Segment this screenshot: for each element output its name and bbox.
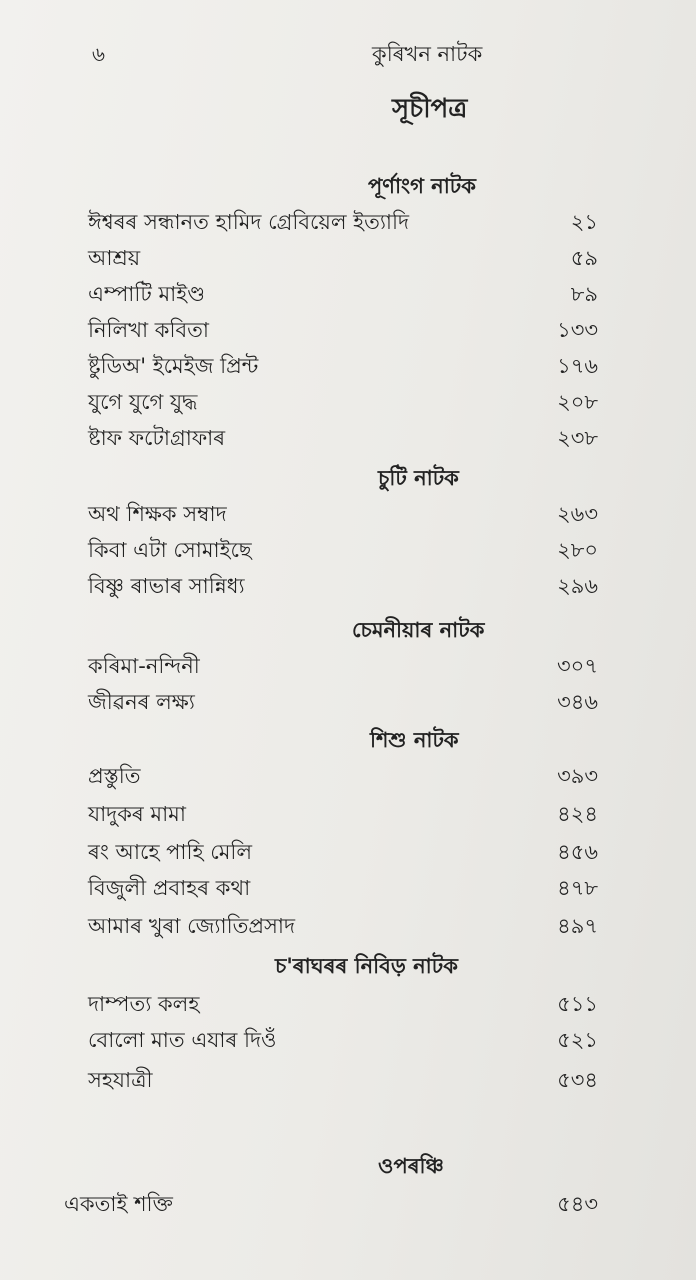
- section-heading: পূৰ্ণাংগ নাটক: [368, 174, 476, 198]
- toc-entry: [88, 910, 598, 944]
- header-book-title: কুৰিখন নাটক: [372, 42, 483, 66]
- header-page-number: ৬: [92, 42, 106, 66]
- toc-entry: [88, 206, 598, 240]
- entry-title: ষ্টাফ ফটোগ্ৰাফাৰ: [88, 426, 226, 450]
- entry-title: কিবা এটা সোমাইছে: [88, 538, 252, 562]
- entry-page: ২৯৬: [557, 574, 598, 598]
- toc-entry: [88, 350, 598, 384]
- toc-entry: [88, 1064, 598, 1098]
- toc-entry: [88, 422, 598, 456]
- entry-title: ৰং আহে পাহি মেলি: [88, 840, 253, 864]
- entry-title: নিলিখা কবিতা: [88, 318, 209, 342]
- toc-entry: [88, 686, 598, 720]
- toc-entry: [88, 836, 598, 870]
- entry-page: ৫৯: [570, 246, 598, 270]
- toc-entry: [88, 988, 598, 1022]
- entry-title: একতাই শক্তি: [64, 1192, 173, 1216]
- entry-title: বিজুলী প্ৰবাহৰ কথা: [88, 876, 251, 900]
- entry-title: আমাৰ খুৰা জ্যোতিপ্ৰসাদ: [88, 914, 296, 938]
- section-heading: শিশু নাটক: [370, 728, 459, 752]
- entry-title: কৰিমা-নন্দিনী: [88, 654, 200, 678]
- entry-title: দাম্পত্য কলহ: [88, 992, 200, 1016]
- toc-entry: [88, 498, 598, 532]
- entry-title: প্ৰস্তুতি: [88, 764, 141, 788]
- toc-entry: [88, 314, 598, 348]
- entry-page: ৩৪৬: [557, 690, 598, 714]
- entry-page: ৫৪৩: [557, 1192, 598, 1216]
- entry-title: ঈশ্বৰৰ সন্ধানত হামিদ গ্ৰেবিয়েল ইত্যাদি: [88, 210, 410, 234]
- toc-entry: [88, 798, 598, 832]
- toc-entry: [88, 278, 598, 312]
- toc-entry: [88, 872, 598, 906]
- toc-entry: [88, 760, 598, 794]
- entry-page: ৮৯: [570, 282, 598, 306]
- entry-page: ২৬৩: [557, 502, 598, 526]
- entry-page: ৫৩৪: [557, 1068, 598, 1092]
- toc-entry: [88, 570, 598, 604]
- entry-title: অথ শিক্ষক সম্বাদ: [88, 502, 227, 526]
- entry-page: ৫১১: [557, 992, 598, 1016]
- toc-entry: [88, 534, 598, 568]
- entry-page: ৪৭৮: [557, 876, 598, 900]
- section-heading: চ'ৰাঘৰৰ নিবিড় নাটক: [275, 954, 458, 978]
- entry-page: ২১: [570, 210, 598, 234]
- entry-page: ২০৮: [557, 390, 598, 414]
- toc-entry: [88, 1024, 598, 1058]
- entry-title: এম্পাটি মাইণ্ড: [88, 282, 206, 306]
- entry-page: ৩০৭: [557, 654, 598, 678]
- entry-title: যুগে যুগে যুদ্ধ: [88, 390, 198, 414]
- entry-title: আশ্ৰয়: [88, 246, 141, 270]
- entry-title: ষ্টুডিঅ' ইমেইজ প্ৰিন্ট: [88, 354, 259, 378]
- toc-entry: [88, 386, 598, 420]
- toc-entry: [88, 242, 598, 276]
- entry-page: ৫২১: [557, 1028, 598, 1052]
- toc-entry: [88, 650, 598, 684]
- section-heading: ওপৰঞ্চি: [378, 1154, 444, 1178]
- entry-page: ১৭৬: [557, 354, 598, 378]
- entry-title: সহযাত্ৰী: [88, 1068, 153, 1092]
- entry-page: ৩৯৩: [557, 764, 598, 788]
- entry-title: যাদুকৰ মামা: [88, 802, 186, 826]
- toc-entry: [64, 1188, 598, 1222]
- section-heading: চুটি নাটক: [378, 466, 459, 490]
- entry-title: জীৱনৰ লক্ষ্য: [88, 690, 195, 714]
- entry-title: বোলো মাত এযাৰ দিওঁ: [88, 1028, 277, 1052]
- entry-page: ২৮০: [557, 538, 598, 562]
- contents-title: সূচীপত্ৰ: [392, 94, 468, 124]
- entry-page: ৪৯৭: [557, 914, 598, 938]
- entry-page: ৪২৪: [557, 802, 598, 826]
- entry-title: বিষ্ণু ৰাভাৰ সান্নিধ্য: [88, 574, 245, 598]
- section-heading: চেমনীয়াৰ নাটক: [352, 618, 485, 642]
- entry-page: ২৩৮: [557, 426, 598, 450]
- entry-page: ১৩৩: [557, 318, 598, 342]
- entry-page: ৪৫৬: [557, 840, 598, 864]
